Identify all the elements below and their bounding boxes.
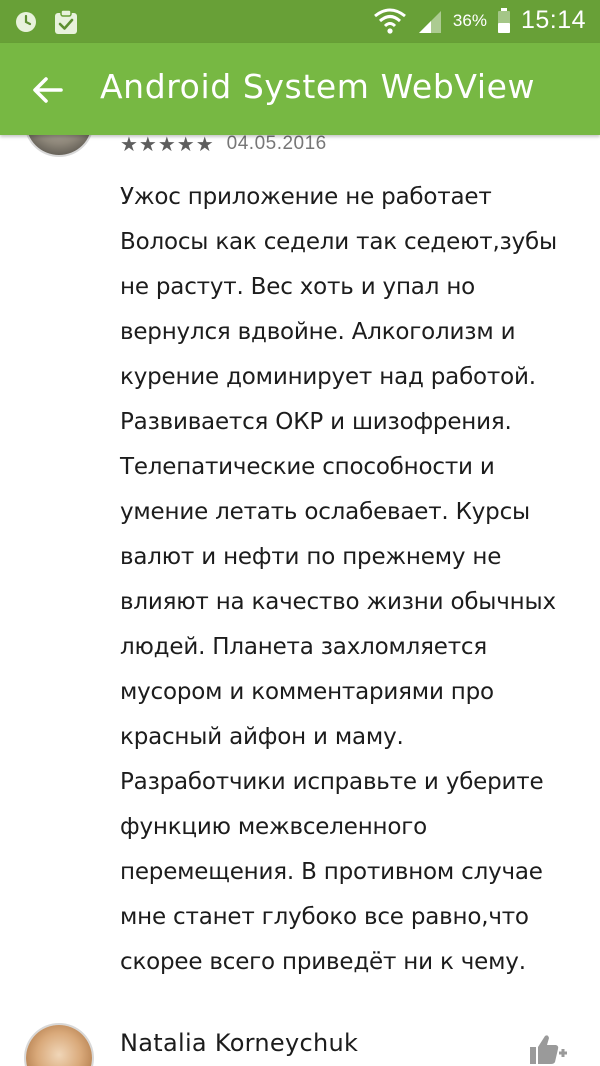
page-title: Android System WebView [100,67,536,106]
review-date: 04.05.2016 [226,135,327,154]
status-left-icons [14,9,78,35]
alarm-icon [14,10,38,34]
thumbs-up-icon[interactable] [528,1033,568,1065]
clock-time: 15:14 [520,6,586,34]
next-reviewer-avatar [26,1025,92,1066]
cell-signal-icon [417,8,443,34]
review-text: Ужос приложение не работает Волосы как седели так седеют,зубы не растут. Вес хоть и упал но вернулся вдвойне. Алкоголизм и курение доминирует над работой. Развивается ОКР и шизофрения. Телепатические способности и умение летать ослабевает. Курсы валют и нефти по прежнему не влияют на качество жизни обычных людей. Планета захломляется мусором и комментариями про красный айфон и маму. Разработчики исправьте и уберите функцию межвселенного перемещения. В противном случае мне станет глубоко все равно,что скорее всего приведёт ни к чему. [120,184,557,975]
arrow-left-icon[interactable] [30,72,66,108]
battery-icon [497,8,511,34]
reviews-list[interactable] [0,135,600,1066]
star-rating: ★★★★★ [120,135,215,156]
app-bar [0,43,600,135]
status-bar [0,0,600,43]
battery-percent: 36% [452,10,487,30]
review-rating-row [120,135,327,156]
reviewer-avatar [26,135,92,155]
status-right-icons [373,6,586,35]
wifi-icon [373,7,407,35]
clipboard-check-icon [54,9,78,35]
reviewer-name: Natalia Korneychuk [120,1029,359,1057]
